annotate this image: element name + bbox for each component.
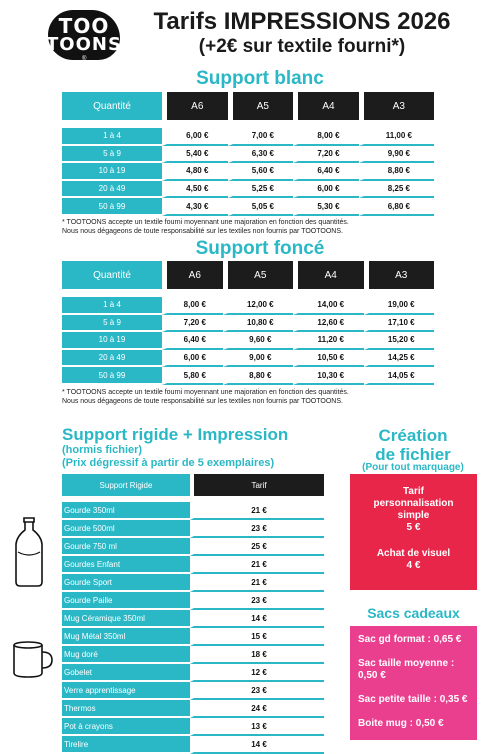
price-cell: 12,00 € <box>223 297 293 315</box>
product-price: 14 € <box>190 610 324 628</box>
section-subtitle-hormis: (hormis fichier) <box>62 444 143 456</box>
product-name: Gourde Paille <box>62 592 190 610</box>
quantity-cell: 20 à 49 <box>62 350 162 368</box>
creation-label-tarif: Tarif <box>403 486 424 497</box>
table-row <box>62 163 434 181</box>
column-header-a6: A6 <box>162 92 228 120</box>
price-cell: 4,80 € <box>162 163 228 181</box>
table-row <box>62 367 434 385</box>
sacs-price-box <box>350 626 477 740</box>
column-header-a4: A4 <box>293 261 363 289</box>
product-price: 23 € <box>190 682 324 700</box>
column-header-tarif: Tarif <box>190 474 324 496</box>
creation-label-simple: simple <box>397 510 430 521</box>
product-price: 21 € <box>190 556 324 574</box>
sac-item: 0,50 € <box>358 670 386 681</box>
price-cell: 9,60 € <box>223 332 293 350</box>
table-row <box>62 332 434 350</box>
price-cell: 10,30 € <box>293 367 363 385</box>
sac-item: Sac petite taille : 0,35 € <box>358 694 468 705</box>
price-cell: 4,50 € <box>162 181 228 199</box>
price-cell: 6,80 € <box>359 198 434 216</box>
note-textile-2: Nous nous dégageons de toute responsabilité sur les textiles non fournis par TOOTOONS. <box>62 398 343 405</box>
product-name: Mug doré <box>62 646 190 664</box>
quantity-cell: 50 à 99 <box>62 367 162 385</box>
column-header-a6: A6 <box>162 261 223 289</box>
product-name: Gourde Sport <box>62 574 190 592</box>
product-name: Pot à crayons <box>62 718 190 736</box>
product-name: Verre apprentissage <box>62 682 190 700</box>
creation-price-perso: 5 € <box>406 522 421 533</box>
sac-item: Sac gd format : 0,65 € <box>358 634 462 645</box>
creation-title-line1: Création <box>378 426 448 445</box>
product-price: 14 € <box>190 736 324 754</box>
table-row <box>62 128 434 146</box>
product-price: 15 € <box>190 628 324 646</box>
product-price: 23 € <box>190 520 324 538</box>
price-cell: 5,40 € <box>162 146 228 164</box>
table-row <box>62 538 324 556</box>
table-row <box>62 592 324 610</box>
table-row <box>62 297 434 315</box>
price-cell: 5,25 € <box>228 181 294 199</box>
price-cell: 7,00 € <box>228 128 294 146</box>
table-row <box>62 664 324 682</box>
creation-label-visuel: Achat de visuel <box>376 548 451 559</box>
price-cell: 15,20 € <box>364 332 435 350</box>
registered-mark-icon: ® <box>82 56 87 62</box>
table-row <box>62 520 324 538</box>
creation-subtitle: (Pour tout marquage) <box>362 462 464 473</box>
price-cell: 14,05 € <box>364 367 435 385</box>
note-textile-1: * TOOTOONS accepte un textile fourni moyennant une majoration en fonction des quantités. <box>62 389 349 396</box>
table-row <box>62 718 324 736</box>
price-cell: 17,10 € <box>364 315 435 333</box>
logo-text-bottom: TOONS <box>46 34 122 55</box>
price-cell: 8,25 € <box>359 181 434 199</box>
price-cell: 6,00 € <box>162 128 228 146</box>
table-row <box>62 700 324 718</box>
price-cell: 11,00 € <box>359 128 434 146</box>
price-cell: 7,20 € <box>293 146 359 164</box>
table-row <box>62 315 434 333</box>
price-table-blanc <box>62 92 434 216</box>
price-cell: 8,00 € <box>293 128 359 146</box>
creation-title-line2: de fichier <box>375 445 451 464</box>
creation-label-perso: personnalisation <box>373 498 454 509</box>
sac-item: Boite mug : 0,50 € <box>358 718 444 729</box>
table-row <box>62 350 434 368</box>
quantity-cell: 50 à 99 <box>62 198 162 216</box>
quantity-cell: 10 à 19 <box>62 332 162 350</box>
product-price: 21 € <box>190 574 324 592</box>
table-row <box>62 682 324 700</box>
table-row <box>62 502 324 520</box>
column-header-quantite: Quantité <box>62 92 162 120</box>
product-price: 12 € <box>190 664 324 682</box>
column-header-a5: A5 <box>223 261 293 289</box>
table-row <box>62 146 434 164</box>
quantity-cell: 1 à 4 <box>62 128 162 146</box>
price-cell: 4,30 € <box>162 198 228 216</box>
section-title-blanc: Support blanc <box>196 68 324 89</box>
price-cell: 12,60 € <box>293 315 363 333</box>
product-price: 25 € <box>190 538 324 556</box>
product-name: Gourde 750 ml <box>62 538 190 556</box>
price-table-fonce <box>62 261 434 385</box>
price-cell: 5,30 € <box>293 198 359 216</box>
column-header-a3: A3 <box>364 261 435 289</box>
price-cell: 14,00 € <box>293 297 363 315</box>
price-cell: 8,80 € <box>359 163 434 181</box>
sac-item: Sac taille moyenne : <box>358 658 455 669</box>
table-row <box>62 181 434 199</box>
product-price: 21 € <box>190 502 324 520</box>
product-name: Mug Céramique 350ml <box>62 610 190 628</box>
price-cell: 14,25 € <box>364 350 435 368</box>
price-cell: 8,80 € <box>223 367 293 385</box>
product-name: Gourde 500ml <box>62 520 190 538</box>
product-price: 13 € <box>190 718 324 736</box>
section-title-sacs: Sacs cadeaux <box>367 605 460 621</box>
price-cell: 10,50 € <box>293 350 363 368</box>
price-cell: 8,00 € <box>162 297 223 315</box>
column-header-quantite: Quantité <box>62 261 162 289</box>
quantity-cell: 1 à 4 <box>62 297 162 315</box>
product-price: 18 € <box>190 646 324 664</box>
page-subtitle: (+2€ sur textile fourni*) <box>198 36 406 57</box>
logo-text-top: TOO <box>58 14 110 38</box>
price-table-rigide <box>62 474 324 754</box>
product-name: Thermos <box>62 700 190 718</box>
creation-price-visuel: 4 € <box>406 560 421 571</box>
tootoons-logo <box>44 6 124 64</box>
product-name: Gourde 350ml <box>62 502 190 520</box>
table-row <box>62 198 434 216</box>
price-cell: 5,80 € <box>162 367 223 385</box>
price-cell: 5,60 € <box>228 163 294 181</box>
table-row <box>62 610 324 628</box>
page-title: Tarifs IMPRESSIONS 2026 <box>153 8 451 35</box>
quantity-cell: 5 à 9 <box>62 315 162 333</box>
product-price: 24 € <box>190 700 324 718</box>
price-cell: 10,80 € <box>223 315 293 333</box>
quantity-cell: 5 à 9 <box>62 146 162 164</box>
table-row <box>62 736 324 754</box>
product-name: Tirelire <box>62 736 190 754</box>
section-title-rigide: Support rigide + Impression <box>62 425 289 444</box>
table-row <box>62 628 324 646</box>
table-row <box>62 556 324 574</box>
section-title-creation <box>348 426 478 464</box>
product-name: Gobelet <box>62 664 190 682</box>
price-cell: 6,00 € <box>162 350 223 368</box>
price-cell: 9,90 € <box>359 146 434 164</box>
product-name: Gourdes Enfant <box>62 556 190 574</box>
price-cell: 19,00 € <box>364 297 435 315</box>
product-price: 23 € <box>190 592 324 610</box>
column-header-a3: A3 <box>359 92 434 120</box>
bottle-icon <box>12 516 46 588</box>
quantity-cell: 20 à 49 <box>62 181 162 199</box>
price-cell: 9,00 € <box>223 350 293 368</box>
price-cell: 6,30 € <box>228 146 294 164</box>
note-textile-2: Nous nous dégageons de toute responsabilité sur les textiles non fournis par TOOTOONS. <box>62 228 343 235</box>
table-row <box>62 574 324 592</box>
price-cell: 6,40 € <box>162 332 223 350</box>
creation-price-box <box>350 474 477 590</box>
price-cell: 6,40 € <box>293 163 359 181</box>
section-subtitle-degressif: (Prix dégressif à partir de 5 exemplaires) <box>62 457 275 469</box>
mug-icon <box>10 640 56 680</box>
table-row <box>62 646 324 664</box>
section-title-fonce: Support foncé <box>195 238 325 259</box>
price-cell: 11,20 € <box>293 332 363 350</box>
column-header-a4: A4 <box>293 92 359 120</box>
price-cell: 7,20 € <box>162 315 223 333</box>
price-cell: 6,00 € <box>293 181 359 199</box>
quantity-cell: 10 à 19 <box>62 163 162 181</box>
note-textile-1: * TOOTOONS accepte un textile fourni moyennant une majoration en fonction des quantités. <box>62 219 349 226</box>
column-header-support: Support Rigide <box>62 474 190 496</box>
column-header-a5: A5 <box>228 92 294 120</box>
price-cell: 5,05 € <box>228 198 294 216</box>
product-name: Mug Métal 350ml <box>62 628 190 646</box>
